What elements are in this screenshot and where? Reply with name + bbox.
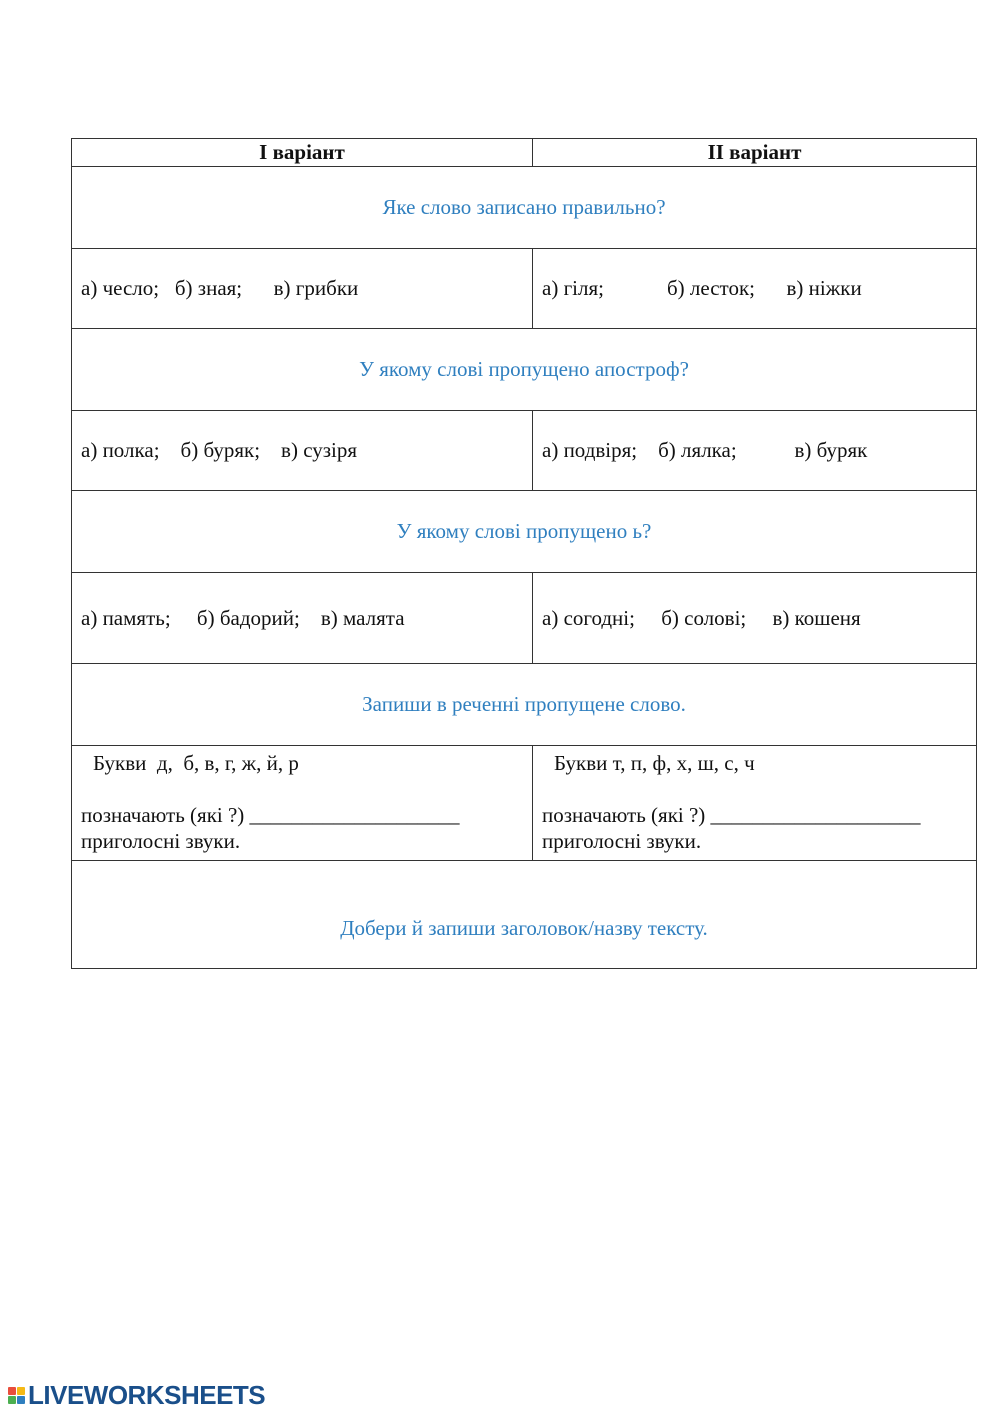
question-row bbox=[72, 167, 977, 249]
question-text: У якому слові пропущено ь? bbox=[72, 491, 977, 573]
letters-line: Букви т, п, ф, х, ш, с, ч bbox=[554, 751, 755, 775]
variant2-fill-in bbox=[533, 746, 977, 861]
title-task-row bbox=[72, 861, 977, 969]
question-row bbox=[72, 664, 977, 746]
options-row bbox=[72, 249, 977, 329]
logo-icon bbox=[8, 1387, 25, 1404]
sentence-end: приголосні звуки. bbox=[81, 829, 241, 853]
variant1-options: а) полка; б) буряк; в) сузіря bbox=[72, 411, 533, 491]
logo-text: LIVEWORKSHEETS bbox=[28, 1379, 266, 1410]
options-row bbox=[72, 411, 977, 491]
header-row bbox=[72, 139, 977, 167]
question-row bbox=[72, 491, 977, 573]
question-row bbox=[72, 329, 977, 411]
fill-in-row bbox=[72, 746, 977, 861]
blank-line[interactable]: позначають (які ?) ____________________ bbox=[542, 803, 921, 827]
variant2-options: а) подвіря; б) лялка; в) буряк bbox=[533, 411, 977, 491]
liveworksheets-logo bbox=[8, 1380, 265, 1410]
blank-line[interactable]: позначають (які ?) ____________________ bbox=[81, 803, 460, 827]
question-text: Яке слово записано правильно? bbox=[72, 167, 977, 249]
variant1-options: а) память; б) бадорий; в) малята bbox=[72, 573, 533, 664]
question-text: Добери й запиши заголовок/назву тексту. bbox=[72, 861, 977, 969]
sentence-end: приголосні звуки. bbox=[542, 829, 702, 853]
variant1-options: а) чесло; б) зная; в) грибки bbox=[72, 249, 533, 329]
worksheet-table bbox=[71, 138, 977, 969]
variant2-options: а) согодні; б) солові; в) кошеня bbox=[533, 573, 977, 664]
variant2-options: а) гіля; б) лесток; в) ніжки bbox=[533, 249, 977, 329]
question-text: У якому слові пропущено апостроф? bbox=[72, 329, 977, 411]
variant1-fill-in bbox=[72, 746, 533, 861]
variant1-heading: I варіант bbox=[72, 139, 533, 167]
letters-line: Букви д, б, в, г, ж, й, р bbox=[93, 751, 299, 775]
question-text: Запиши в реченні пропущене слово. bbox=[72, 664, 977, 746]
variant2-heading: II варіант bbox=[533, 139, 977, 167]
options-row bbox=[72, 573, 977, 664]
